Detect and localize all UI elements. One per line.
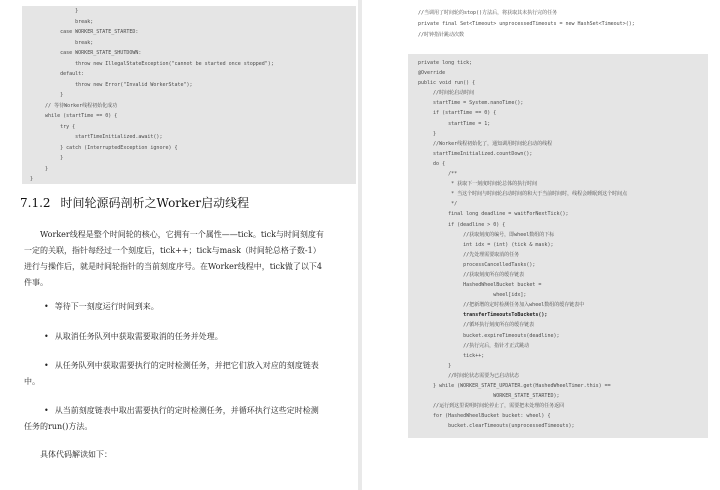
bullet-text: 等待下一刻度运行时间到来。 <box>54 302 159 311</box>
code-line: * 当这个时间与时间轮启动时间的和大于当前时间时，线程会睡眠到这个时间点 <box>418 191 628 198</box>
code-line: //把新增的定时检测任务加入wheel数组的缓存链表中 <box>418 302 585 309</box>
code-line: } <box>30 8 79 14</box>
code-line: throw new Error("Invalid WorkerState"); <box>30 81 193 88</box>
code-line: } <box>418 362 452 369</box>
bullet-marker: • <box>44 361 49 370</box>
code-line: do { <box>418 160 446 167</box>
code-line: wheel[idx]; <box>418 292 527 299</box>
closing-paragraph: 具体代码解读如下： <box>40 450 112 459</box>
bullet-item-2 <box>24 329 326 345</box>
left-page <box>0 0 358 490</box>
code-line: break; <box>30 39 94 46</box>
code-line: startTime = System.nanoTime(); <box>418 100 524 107</box>
bullet-item-4 <box>24 403 326 435</box>
intro-paragraph: Worker线程是整个时间轮的核心，它拥有一个属性——tick。tick与时间刻度有一定的关联，指针每经过一个刻度后，tick++；tick与mask（时间轮总格子数-1）进行与操作后，就是时间轮指针的当前刻度序号。在Worker线程中，tick做了以下4件事。 <box>24 230 324 287</box>
code-line: private long tick; <box>418 60 473 66</box>
bullet-item-1 <box>24 299 326 315</box>
code-line: } <box>30 155 64 161</box>
code-line: public void run() { <box>418 80 476 87</box>
bullet-marker: • <box>44 332 49 341</box>
code-line: * 获取下一刻度时间轮总体的执行时间 <box>418 181 538 188</box>
code-line: } <box>30 176 34 182</box>
code-block-worker-start <box>22 6 356 184</box>
code-line: //执行完后，指针才正式跳动 <box>418 342 530 349</box>
code-line: case WORKER_STATE_STARTED: <box>30 29 139 35</box>
code-line: //先处理需要取消的任务 <box>418 251 520 258</box>
code-line: /** <box>418 171 458 178</box>
code-line: @Override <box>418 70 446 77</box>
code-line: //运行到这里说明时间轮停止了，需要把未处理的任务返回 <box>418 403 565 410</box>
bullet-text: 从取消任务队列中获取需要取消的任务并处理。 <box>54 332 223 341</box>
code-block-worker-run <box>408 54 708 438</box>
code-line: //时钟指针跳动次数 <box>418 32 465 38</box>
code-line: transferTimeoutsToBuckets(); <box>418 312 548 319</box>
code-line: } while (WORKER_STATE_UPDATER.get(HashedWheelTimer.this) == <box>418 383 611 389</box>
code-line: startTimeInitialized.await(); <box>30 134 163 140</box>
section-number: 7.1.2 <box>20 196 51 210</box>
bullet-marker: • <box>44 406 49 415</box>
code-line: //当调用了时间轮的stop()方法后，将获取其未执行完的任务 <box>418 10 558 16</box>
code-line: try { <box>30 123 76 130</box>
code-line: while (startTime == 0) { <box>30 113 118 119</box>
code-line: */ <box>418 201 458 208</box>
code-line: processCancelledTasks(); <box>418 261 536 268</box>
code-line: if (deadline > 0) { <box>418 221 506 228</box>
code-line: //获取刻度所在的缓存链表 <box>418 271 525 278</box>
code-line: //Worker线程初始化了，通知调用时间轮启动的线程 <box>418 140 553 147</box>
code-line: HashedWheelBucket bucket = <box>418 282 542 289</box>
code-line: private final Set<Timeout> unprocessedTimeouts = new HashSet<Timeout>(); <box>418 21 635 27</box>
section-title: 时间轮源码剖析之Worker启动线程 <box>60 196 250 210</box>
code-line: bucket.clearTimeouts(unprocessedTimeouts); <box>418 423 575 430</box>
code-line: default: <box>30 71 85 77</box>
code-line: bucket.expireTimeouts(deadline); <box>418 332 560 339</box>
code-line: startTime = 1; <box>418 120 491 127</box>
code-line: break; <box>30 18 94 25</box>
right-page <box>362 0 720 490</box>
code-line: } <box>30 92 64 98</box>
code-line: final long deadline = waitForNextTick(); <box>418 211 569 218</box>
code-line: //获取刻度的编号，即wheel数组的下标 <box>418 231 555 238</box>
code-line: // 等待Worker线程初始化成功 <box>30 102 118 109</box>
code-line: //循环执行刻度所在的缓存链表 <box>418 322 535 329</box>
code-line: if (startTime == 0) { <box>418 110 497 117</box>
field-declarations <box>418 8 635 41</box>
code-line: startTimeInitialized.countDown(); <box>418 150 533 157</box>
code-line: for (HashedWheelBucket bucket: wheel) { <box>418 413 551 420</box>
bullet-text: 从任务队列中获取需要执行的定时检测任务，并把它们放入对应的刻度链表中。 <box>24 361 319 386</box>
code-line: } <box>30 165 49 172</box>
code-line: tick++; <box>418 352 485 359</box>
code-line: WORKER_STATE_STARTED); <box>418 393 560 400</box>
code-line: int idx = (int) (tick & mask); <box>418 241 554 248</box>
section-heading <box>20 194 249 211</box>
code-line: } catch (InterruptedException ignore) { <box>30 144 178 151</box>
code-line: case WORKER_STATE_SHUTDOWN: <box>30 50 142 56</box>
code-line: //时间轮状态需要为已启动状态 <box>418 372 520 379</box>
bullet-marker: • <box>44 302 49 311</box>
code-line: } <box>418 130 437 137</box>
bullet-text: 从当前刻度链表中取出需要执行的定时检测任务，并循环执行这些定时检测任务的run()方法。 <box>24 406 319 431</box>
code-line: //时间轮启动时间 <box>418 90 475 97</box>
code-line: throw new IllegalStateException("cannot be started once stopped"); <box>30 60 274 67</box>
bullet-item-3 <box>24 358 326 390</box>
